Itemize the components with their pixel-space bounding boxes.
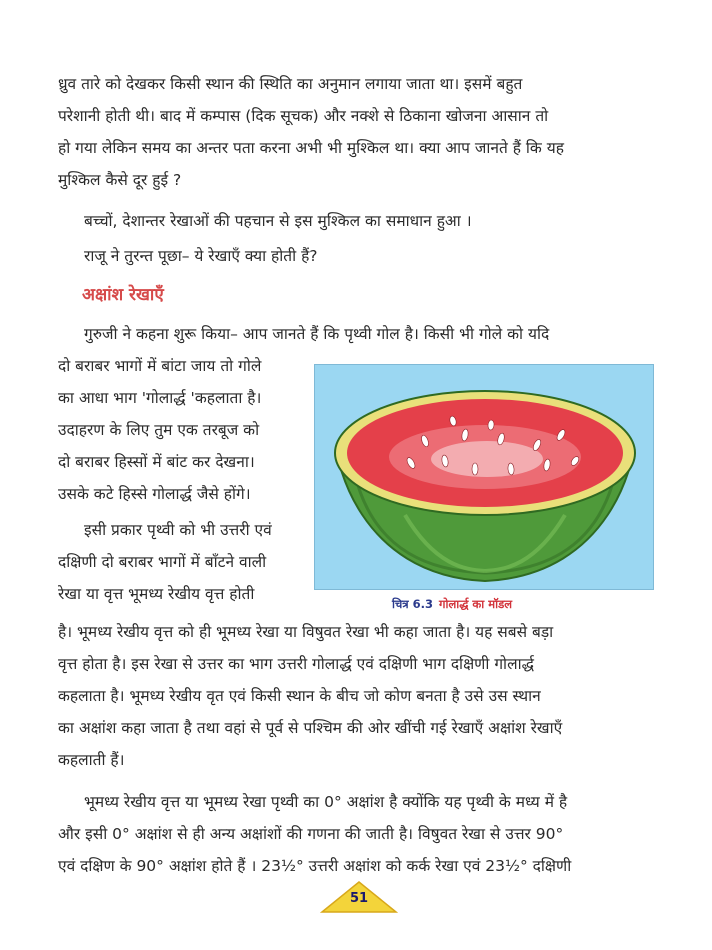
- text-line: मुश्किल कैसे दूर हुई ?: [58, 171, 182, 189]
- text-line: बच्चों, देशान्तर रेखाओं की पहचान से इस मुश्किल का समाधान हुआ ।: [84, 212, 472, 230]
- text-line: परेशानी होती थी। बाद में कम्पास (दिक सूचक) और नक्शे से ठिकाना खोजना आसान तो: [58, 107, 549, 125]
- text-line: हो गया लेकिन समय का अन्तर पता करना अभी भी मुश्किल था। क्या आप जानते हैं कि यह: [58, 139, 564, 157]
- text-line: रेखा या वृत्त भूमध्य रेखीय वृत्त होती: [58, 585, 255, 603]
- section-heading: अक्षांश रेखाएँ: [82, 285, 164, 305]
- text-line: भूमध्य रेखीय वृत्त या भूमध्य रेखा पृथ्वी का 0° अक्षांश है क्योंकि यह पृथ्वी के मध्य में है: [84, 793, 568, 811]
- text-line: दो बराबर भागों में बांटा जाय तो गोले: [58, 357, 262, 375]
- figure-title: गोलार्द्ध का मॉडल: [439, 597, 513, 611]
- text-line: और इसी 0° अक्षांश से ही अन्य अक्षांशों की गणना की जाती है। विषुवत रेखा से उत्तर 90°: [58, 825, 564, 843]
- text-line: ध्रुव तारे को देखकर किसी स्थान की स्थिति का अनुमान लगाया जाता था। इसमें बहुत: [58, 75, 523, 93]
- page-number-badge: [320, 880, 398, 914]
- figure-number: चित्र 6.3: [392, 597, 434, 611]
- text-line: राजू ने तुरन्त पूछा– ये रेखाएँ क्या होती हैं?: [84, 247, 318, 265]
- text-line: वृत्त होता है। इस रेखा से उत्तर का भाग उत्तरी गोलार्द्ध एवं दक्षिणी भाग दक्षिणी गोलार्द्ध: [58, 655, 534, 673]
- watermelon-figure: [314, 364, 654, 590]
- watermelon-illustration: [315, 365, 655, 591]
- text-line: गुरुजी ने कहना शुरू किया– आप जानते हैं कि पृथ्वी गोल है। किसी भी गोले को यदि: [84, 325, 550, 343]
- text-line: का अक्षांश कहा जाता है तथा वहां से पूर्व से पश्चिम की ओर खींची गई रेखाएँ अक्षांश रेखाएँ: [58, 719, 563, 737]
- text-line: एवं दक्षिण के 90° अक्षांश होते हैं । 23½° उत्तरी अक्षांश को कर्क रेखा एवं 23½° दक्षिणी: [58, 857, 572, 875]
- text-line: दक्षिणी दो बराबर भागों में बाँटने वाली: [58, 553, 267, 571]
- text-line: कहलाती हैं।: [58, 751, 125, 769]
- text-line: है। भूमध्य रेखीय वृत्त को ही भूमध्य रेखा या विषुवत रेखा भी कहा जाता है। यह सबसे बड़ा: [58, 623, 554, 641]
- text-line: उसके कटे हिस्से गोलार्द्ध जैसे होंगे।: [58, 485, 251, 503]
- text-line: कहलाता है। भूमध्य रेखीय वृत एवं किसी स्थान के बीच जो कोण बनता है उसे उस स्थान: [58, 687, 541, 705]
- text-line: दो बराबर हिस्सों में बांट कर देखना।: [58, 453, 255, 471]
- figure-caption: [392, 596, 512, 612]
- page-number: 51: [349, 891, 369, 906]
- text-line: इसी प्रकार पृथ्वी को भी उत्तरी एवं: [84, 521, 272, 539]
- text-line: उदाहरण के लिए तुम एक तरबूज को: [58, 421, 260, 439]
- text-line: का आधा भाग 'गोलार्द्ध 'कहलाता है।: [58, 389, 262, 407]
